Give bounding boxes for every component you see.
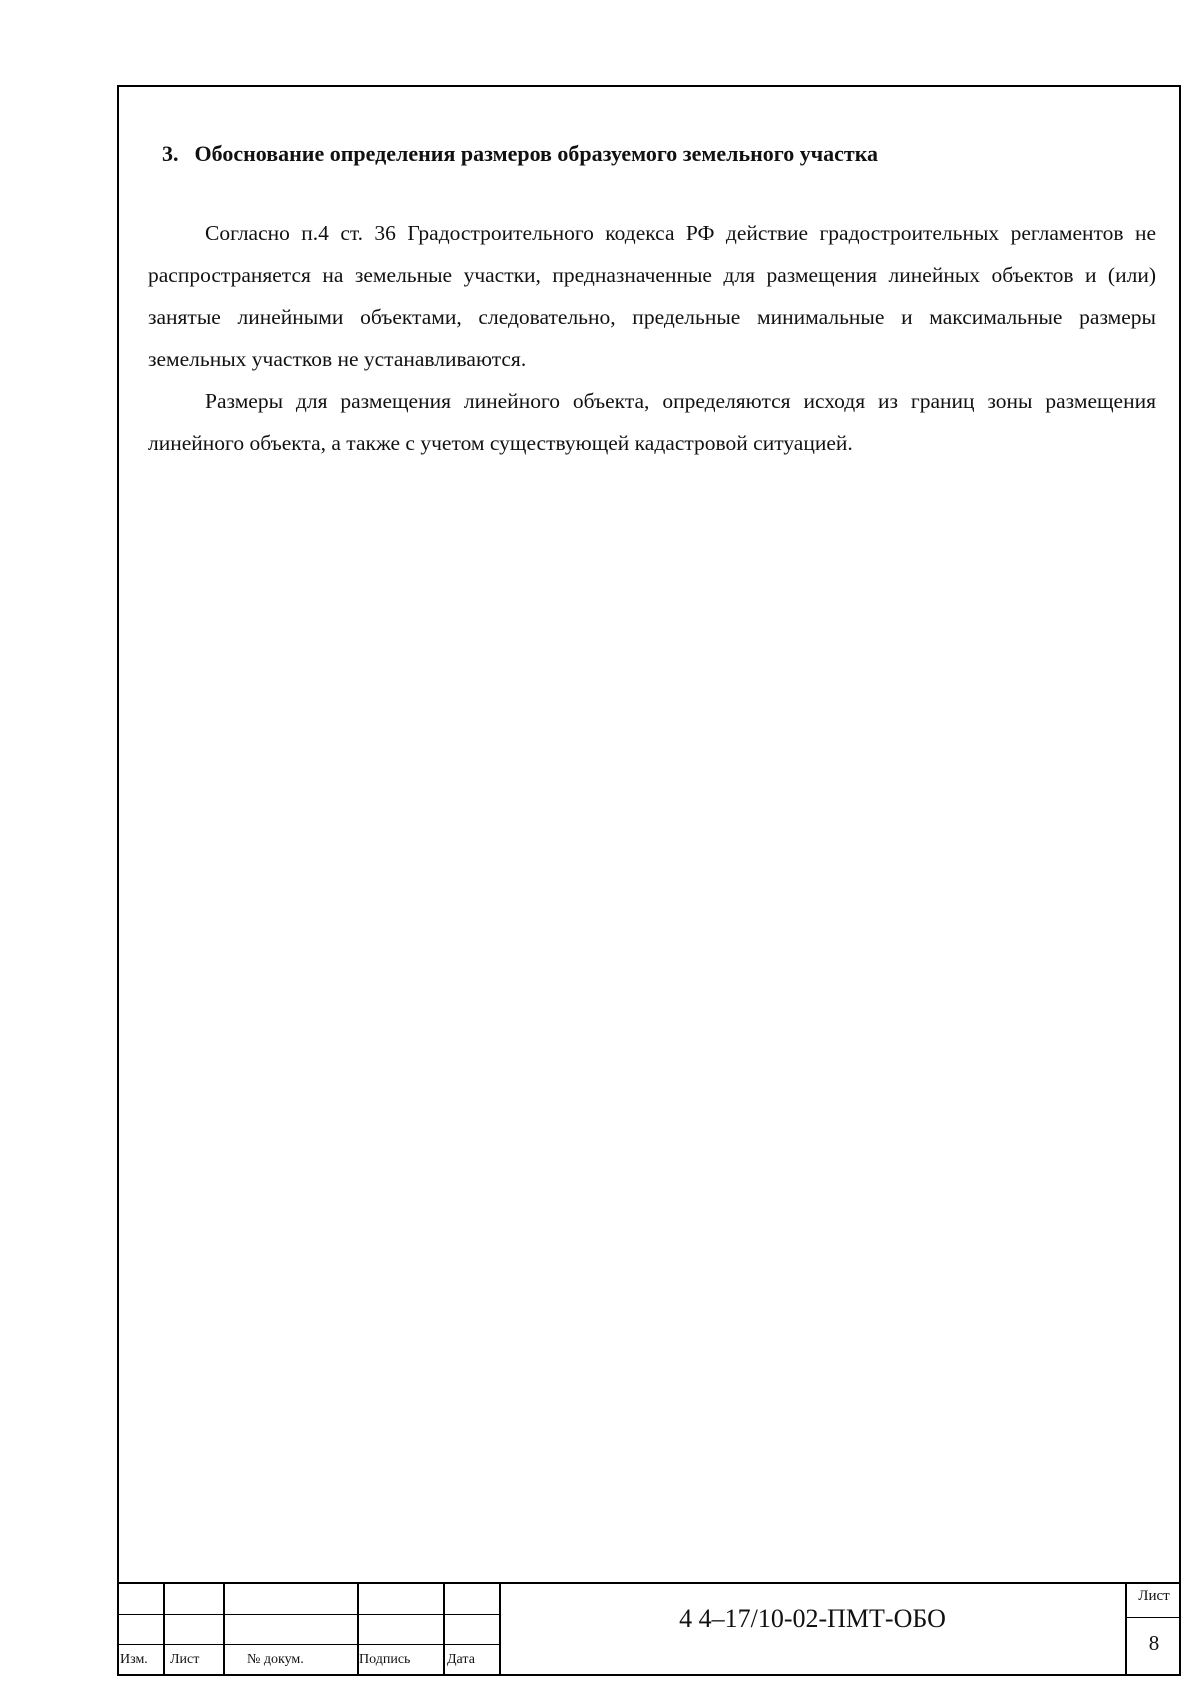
section-heading xyxy=(162,141,878,167)
title-block-divider xyxy=(1125,1584,1127,1676)
title-block-row-line xyxy=(117,1644,499,1645)
col-izm-label: Изм. xyxy=(120,1652,148,1667)
title-block-row-line xyxy=(1125,1617,1181,1618)
col-date-label: Дата xyxy=(447,1652,475,1667)
section-number: 3. xyxy=(162,141,179,166)
col-doc-label: № докум. xyxy=(247,1652,304,1667)
col-list-label: Лист xyxy=(170,1652,200,1667)
title-block-divider xyxy=(163,1584,165,1676)
body-text xyxy=(148,212,1156,464)
sheet-label: Лист xyxy=(1138,1588,1170,1604)
title-block-row-line xyxy=(117,1614,499,1615)
paragraph: Размеры для размещения линейного объекта, определяются исходя из границ зоны размещения линейного объекта, а также с учетом существующей кадастровой ситуацией. xyxy=(148,389,1156,455)
title-block-divider xyxy=(443,1584,445,1676)
col-sign-label: Подпись xyxy=(359,1652,411,1667)
title-block-divider xyxy=(223,1584,225,1676)
sheet-number: 8 xyxy=(1148,1631,1160,1655)
paragraph: Согласно п.4 ст. 36 Градостроительного кодекса РФ действие градостроительных регламентов не распространяется на земельные участки, предназначенные для размещения линейных объектов и (или) занятые линейными объектами, следовательно, предельные минимальные и максимальные размеры земельных участков не устанавливаются. xyxy=(148,221,1156,371)
document-code: 4 4–17/10-02-ПМТ-ОБО xyxy=(679,1604,946,1633)
section-title: Обоснование определения размеров образуемого земельного участка xyxy=(194,141,879,166)
